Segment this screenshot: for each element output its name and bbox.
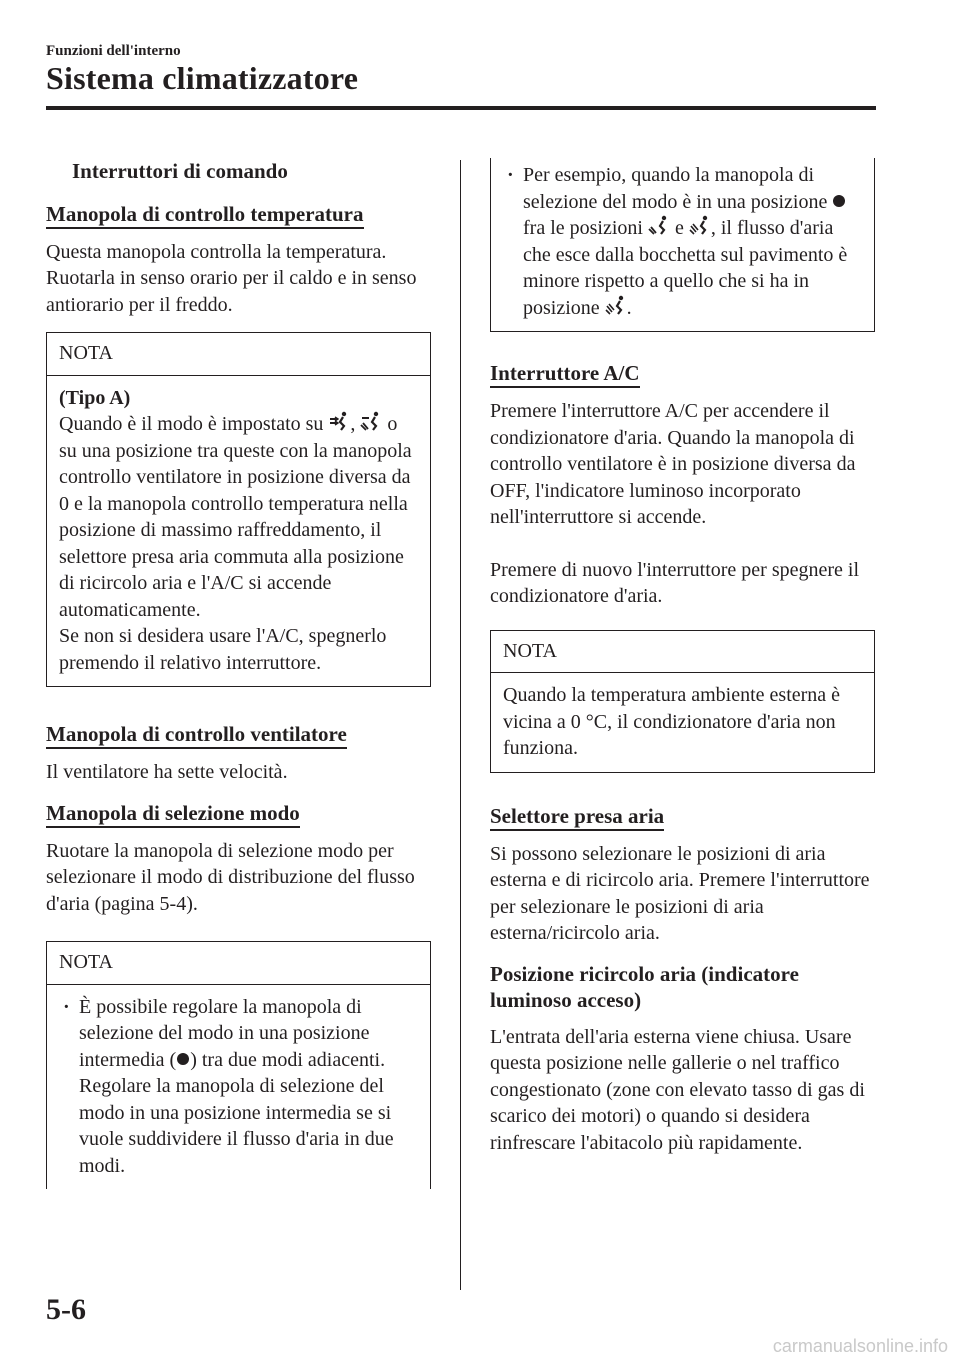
nota2-cont-bullet xyxy=(503,162,862,321)
nota2-bullet-text-a: È possibile regolare la manopola di selezione del modo in una posizione intermedia ( xyxy=(79,995,370,1071)
face-floor-mode-icon xyxy=(648,215,670,235)
section-label: Funzioni dell'interno xyxy=(46,43,181,59)
recirc-heading: Posizione ricircolo aria (indicatore luminoso acceso) xyxy=(490,961,799,1012)
ac-text-1: Premere l'interruttore A/C per accendere il condizionatore d'aria. Quando la manopola di controllo ventilatore è in posizione diversa da OFF, l'indicatore luminoso incorporato nell'interruttore si accende. xyxy=(490,400,856,528)
nota1-post: o su una posizione tra queste con la manopola controllo ventilatore in posizione diversa da 0 e la manopola controllo temperatura nella posizione di massimo raffreddamento, il selettore presa aria commuta alla posizione di ricircolo aria e l'A/C si accende automaticamente. xyxy=(59,413,412,621)
face-floor-mode-icon xyxy=(360,411,382,431)
nota-label: NOTA xyxy=(47,942,430,985)
main-heading: Interruttori di comando xyxy=(72,159,288,183)
face-vent-mode-icon xyxy=(328,411,350,431)
nota-box-1 xyxy=(46,332,431,687)
fan-text: Il ventilatore ha sette velocità. xyxy=(46,761,288,783)
recirc-text: L'entrata dell'aria esterna viene chiusa. Usare questa posizione nelle gallerie o nel traffico congestionato (zone con elevato tasso di gas di scarico dei motori) o quando si desidera rinfrescare l'abitacolo più rapidamente. xyxy=(490,1025,865,1154)
fan-heading: Manopola di controllo ventilatore xyxy=(46,721,347,749)
nota-box-2 xyxy=(46,941,431,1189)
mode-heading: Manopola di selezione modo xyxy=(46,800,300,828)
header-rule xyxy=(46,106,876,110)
ac-heading: Interruttore A/C xyxy=(490,360,640,388)
nota2-cont-c: e xyxy=(674,217,684,239)
intermediate-position-dot-icon xyxy=(833,195,845,207)
intake-heading: Selettore presa aria xyxy=(490,803,664,831)
intermediate-position-dot-icon xyxy=(177,1053,189,1065)
mode-text: Ruotare la manopola di selezione modo per selezionare il modo di distribuzione del flusso d'aria (pagina 5-4). xyxy=(46,839,415,915)
temp-text: Questa manopola controlla la temperatura. Ruotarla in senso orario per il caldo e in senso antiorario per il freddo. xyxy=(46,240,417,316)
nota-label: NOTA xyxy=(491,631,874,674)
nota2-bullet-text-b: ) tra due modi adiacenti. Regolare la manopola di selezione del modo in una posizione intermedia se si vuole suddividere il flusso d'aria in due modi. xyxy=(79,1048,394,1177)
nota2-cont-a: Per esempio, quando la manopola di selezione del modo è in una posizione xyxy=(523,164,828,213)
nota-box-2-continued xyxy=(490,158,875,332)
nota2-bullet xyxy=(59,994,418,1180)
left-column xyxy=(46,158,431,1211)
nota2-cont-b: fra le posizioni xyxy=(523,217,643,239)
nota2-cont-f: . xyxy=(626,296,632,319)
right-column xyxy=(490,158,875,1170)
nota-type: (Tipo A) xyxy=(59,386,131,409)
nota-box-3 xyxy=(490,630,875,773)
ac-text-2: Premere di nuovo l'interruttore per spegnere il condizionatore d'aria. xyxy=(490,558,860,607)
watermark: carmanualsonline.info xyxy=(772,1336,948,1356)
temp-heading: Manopola di controllo temperatura xyxy=(46,201,364,229)
nota3-text: Quando la temperatura ambiente esterna è vicina a 0 °C, il condizionatore d'aria non funziona. xyxy=(503,684,841,759)
column-divider xyxy=(460,160,461,1290)
intake-text: Si possono selezionare le posizioni di aria esterna e di ricircolo aria. Premere l'interruttore per selezionare le posizioni di aria esterna/ricircolo aria. xyxy=(490,842,870,944)
floor-mode-icon xyxy=(689,215,711,235)
page-number: 5-6 xyxy=(46,1293,86,1326)
nota2-cont-e: il flusso d'aria che esce dalla bocchetta sul pavimento è minore rispetto a quello che si ha in posizione xyxy=(523,217,848,319)
nota1-post2: Se non si desidera usare l'A/C, spegnerlo premendo il relativo interruttore. xyxy=(59,625,387,674)
nota-label: NOTA xyxy=(47,333,430,376)
nota1-pre: Quando è il modo è impostato su xyxy=(59,413,324,435)
page-title: Sistema climatizzatore xyxy=(46,60,359,96)
nota2-cont-d: , xyxy=(710,217,716,239)
nota1-sep: , xyxy=(350,413,356,435)
floor-mode-icon xyxy=(605,295,627,315)
